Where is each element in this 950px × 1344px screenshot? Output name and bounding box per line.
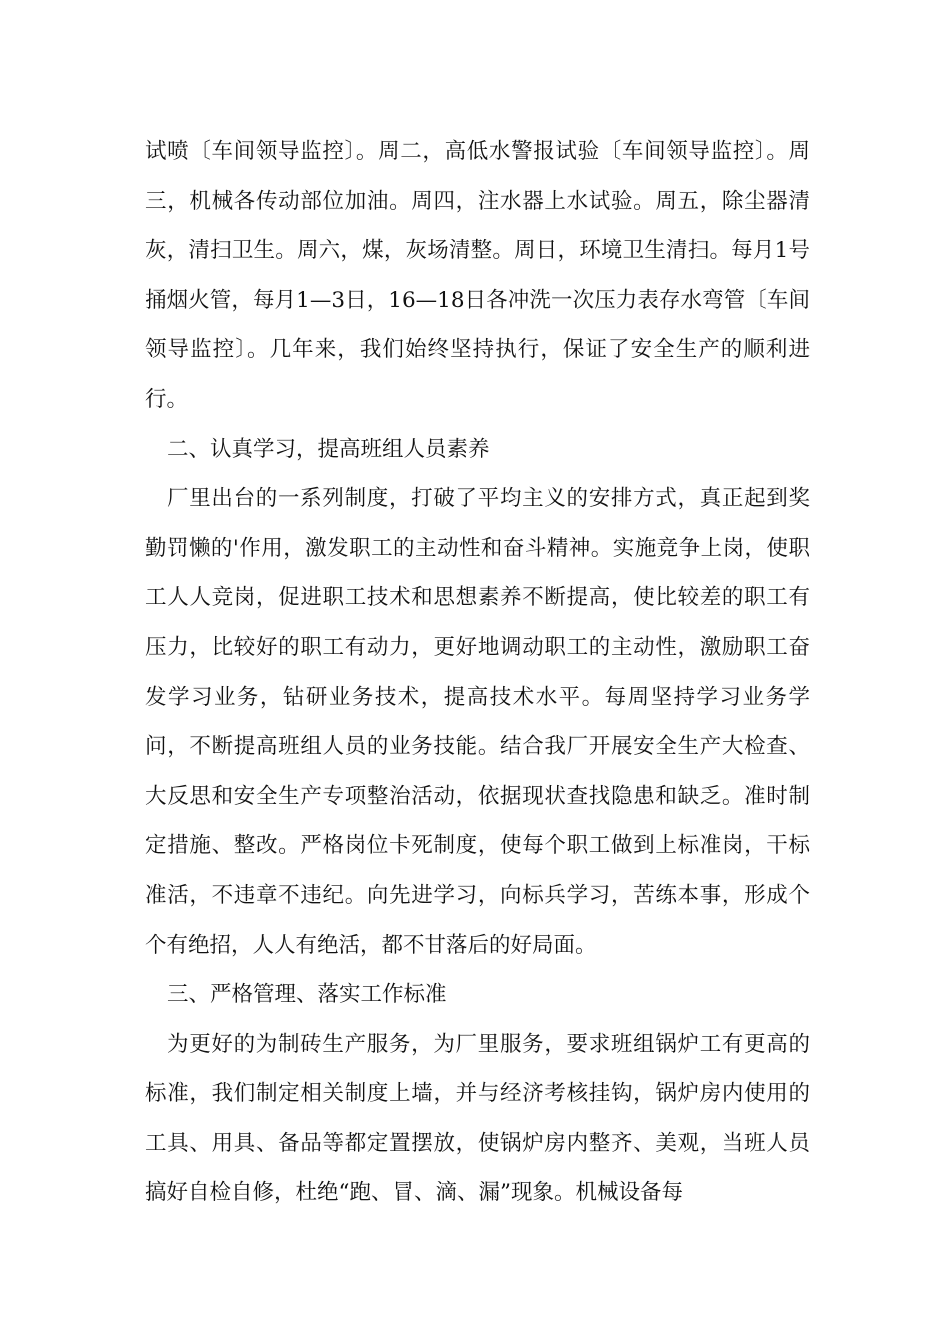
document-body	[145, 127, 810, 1218]
section-heading-study: 二、认真学习，提高班组人员素养	[167, 436, 490, 462]
paragraph-study: 厂里出台的一系列制度，打破了平均主义的安排方式，真正起到奖勤罚懒的'作用，激发职工的主动性和奋斗精神。实施竞争上岗，使职工人人竞岗，促进职工技术和思想素养不断提高，使比较差的职工有压力，比较好的职工有动力，更好地调动职工的主动性，激励职工奋发学习业务，钻研业务技术，提高技术水平。每周坚持学习业务学问，不断提高班组人员的业务技能。结合我厂开展安全生产大检查、大反思和安全生产专项整治活动，依据现状查找隐患和缺乏。准时制定措施、整改。严格岗位卡死制度，使每个职工做到上标准岗，干标准活，不违章不违纪。向先进学习，向标兵学习，苦练本事，形成个个有绝招，人人有绝活，都不甘落后的好局面。	[145, 486, 810, 958]
paragraph-management: 为更好的为制砖生产服务，为厂里服务，要求班组锅炉工有更高的标准，我们制定相关制度上墙，并与经济考核挂钩，锅炉房内使用的工具、用具、备品等都定置摆放，使锅炉房内整齐、美观，当班人员搞好自检自修，杜绝“跑、冒、滴、漏”现象。机械设备每	[145, 1031, 810, 1206]
paragraph-maintenance-schedule: 试喷〔车间领导监控〕。周二，高低水警报试验〔车间领导监控〕。周三，机械各传动部位加油。周四，注水器上水试验。周五，除尘器清灰，清扫卫生。周六，煤，灰场清整。周日，环境卫生清扫。每月1号捅烟火管，每月1—3日，16—18日各冲洗一次压力表存水弯管〔车间领导监控〕。几年来，我们始终坚持执行，保证了安全生产的顺利进行。	[145, 139, 810, 412]
section-heading-management: 三、严格管理、落实工作标准	[167, 982, 447, 1008]
